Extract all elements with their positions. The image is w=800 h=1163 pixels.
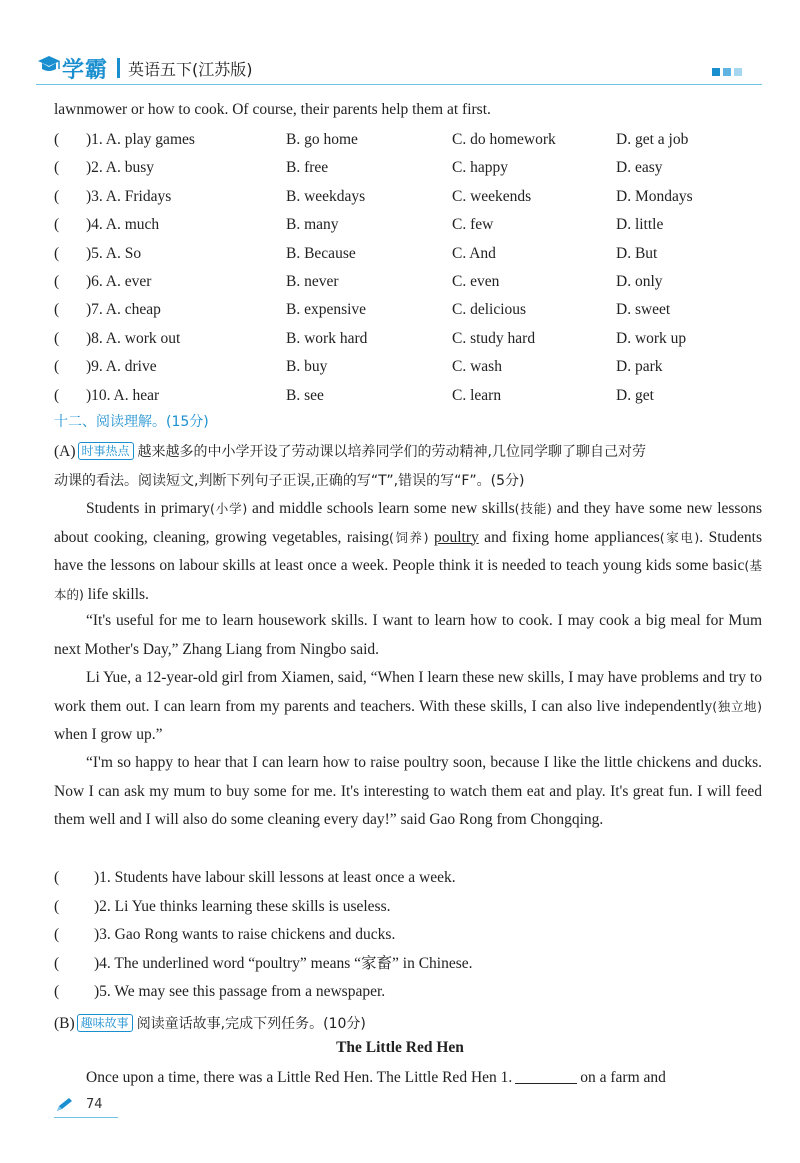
option-a: )5. A. So — [86, 245, 142, 262]
p1-hint-3: (饲养) — [389, 529, 429, 545]
option-c: C. learn — [452, 387, 502, 404]
answer-bracket[interactable]: ( — [54, 926, 60, 943]
p1-hint-4: (家电) — [659, 529, 700, 545]
p1-text-f: . Students have the lessons on labour skills at least once a week. People think it is needed to teach young kids some basic — [54, 528, 762, 574]
option-d: D. work up — [616, 330, 687, 347]
option-a: )2. A. busy — [86, 159, 155, 176]
option-d: D. get a job — [616, 131, 689, 148]
answer-bracket[interactable]: ( — [54, 898, 60, 915]
part-a-instruction-line-2: 动课的看法。阅读短文,判断下列句子正误,正确的写“T”,错误的写“F”。(5分) — [54, 472, 525, 489]
p3-hint: (独立地) — [712, 698, 762, 714]
answer-bracket[interactable]: ( — [54, 159, 60, 176]
cloze-question-row — [54, 243, 762, 265]
tf-statement-row — [54, 953, 473, 975]
answer-bracket[interactable]: ( — [54, 955, 60, 972]
tf-statement-text: )4. The underlined word “poultry” means “家畜” in Chinese. — [94, 955, 473, 972]
option-d: D. little — [616, 216, 664, 233]
answer-bracket[interactable]: ( — [54, 869, 60, 886]
answer-bracket[interactable]: ( — [54, 387, 60, 404]
part-b-label: (B) — [54, 1015, 75, 1032]
part-a-label: (A) — [54, 443, 76, 460]
option-b: B. weekdays — [286, 188, 366, 205]
tf-statement-row — [54, 981, 385, 1003]
option-a: )3. A. Fridays — [86, 188, 172, 205]
answer-bracket[interactable]: ( — [54, 983, 60, 1000]
tf-statement-row — [54, 896, 390, 918]
passage-paragraph-1 — [54, 495, 762, 609]
option-b: B. many — [286, 216, 339, 233]
cloze-question-row — [54, 157, 762, 179]
part-b-instruction — [54, 1010, 762, 1039]
section-title: 十二、阅读理解。(15分) — [54, 414, 209, 430]
header-rule — [36, 84, 762, 85]
tf-statement-row — [54, 867, 456, 889]
option-d: D. park — [616, 358, 663, 375]
p3-text-b: when I grow up.” — [54, 726, 163, 743]
story-text-a: Once upon a time, there was a Little Red Hen. The Little Red Hen 1. — [86, 1069, 513, 1086]
option-b: B. see — [286, 387, 324, 404]
option-a: )9. A. drive — [86, 358, 157, 375]
option-d: D. But — [616, 245, 658, 262]
cloze-question-row — [54, 356, 762, 378]
p1-hint-5: (基本的) — [54, 558, 762, 602]
option-b: B. Because — [286, 245, 356, 262]
cloze-question-row — [54, 385, 762, 407]
tf-statement-text: )1. Students have labour skill lessons at least once a week. — [94, 869, 456, 886]
answer-bracket[interactable]: ( — [54, 301, 60, 318]
tf-statement-text: )5. We may see this passage from a newspaper. — [94, 983, 386, 1000]
option-d: D. get — [616, 387, 654, 404]
option-c: C. do homework — [452, 131, 556, 148]
part-a-instruction — [54, 438, 762, 495]
option-b: B. expensive — [286, 301, 367, 318]
answer-blank-1[interactable] — [515, 1069, 577, 1084]
page-number: 74 — [86, 1097, 103, 1112]
option-a: )1. A. play games — [86, 131, 195, 148]
tf-statement-text: )3. Gao Rong wants to raise chickens and ducks. — [94, 926, 396, 943]
passage-paragraph-4: “I'm so happy to hear that I can learn how to raise poultry soon, because I like the little chickens and ducks. Now I can ask my mum to buy some for me. It's interesting to watch them eat and play. It's great fun. I will feed them well and I will also do some cleaning every day!” said Gao Rong from Chongqing. — [54, 754, 762, 828]
option-c: C. delicious — [452, 301, 527, 318]
footer-rule — [54, 1117, 118, 1118]
story-text-b: on a farm and — [580, 1069, 666, 1086]
p1-text-a: Students in primary — [86, 500, 210, 517]
answer-bracket[interactable]: ( — [54, 358, 60, 375]
cloze-question-row — [54, 186, 762, 208]
option-d: D. Mondays — [616, 188, 693, 205]
cloze-intro-line: lawnmower or how to cook. Of course, their parents help them at first. — [54, 101, 491, 118]
graduation-cap-icon — [36, 52, 62, 78]
p1-text-e: and fixing home appliances — [478, 528, 660, 546]
answer-bracket[interactable]: ( — [54, 330, 60, 347]
p1-hint-2: (技能) — [514, 501, 552, 516]
p3-text-a: Li Yue, a 12-year-old girl from Xiamen, said, “When I learn these new skills, I may have problems and try to work them out. I can learn from my parents and teachers. With these skills, I can also live independently — [54, 669, 762, 715]
story-title: The Little Red Hen — [336, 1039, 464, 1056]
option-a: )10. A. hear — [86, 387, 160, 404]
p1-hint-1: (小学) — [209, 501, 248, 516]
tf-statement-row — [54, 924, 395, 946]
logo-divider — [117, 58, 120, 78]
option-b: B. work hard — [286, 330, 368, 347]
option-b: B. go home — [286, 131, 358, 148]
option-a: )7. A. cheap — [86, 301, 161, 318]
underlined-word-poultry: poultry — [433, 528, 479, 546]
tf-statement-text: )2. Li Yue thinks learning these skills is useless. — [94, 898, 391, 915]
p1-text-b: and middle schools learn some new skills — [247, 500, 515, 517]
answer-bracket[interactable]: ( — [54, 188, 60, 205]
story-paragraph-1 — [54, 1064, 762, 1093]
p1-text-c: and they have some new lessons about cooking, cleaning, growing vegetables, raising — [54, 500, 762, 546]
option-b: B. never — [286, 273, 339, 290]
page-header — [0, 0, 800, 96]
cloze-question-row — [54, 328, 762, 350]
option-c: C. study hard — [452, 330, 536, 347]
option-b: B. buy — [286, 358, 328, 375]
option-a: )4. A. much — [86, 216, 160, 233]
answer-bracket[interactable]: ( — [54, 216, 60, 233]
part-b-instruction-text: 阅读童话故事,完成下列任务。(10分) — [136, 1016, 366, 1032]
part-a-tag: 时事热点 — [78, 442, 134, 460]
cloze-question-row — [54, 271, 762, 293]
pencil-icon — [54, 1096, 76, 1114]
option-c: C. And — [452, 245, 496, 262]
book-title: 英语五下(江苏版) — [128, 60, 253, 79]
part-a-instruction-line-1: 越来越多的中小学开设了劳动课以培养同学们的劳动精神,几位同学聊了聊自己对劳 — [137, 444, 646, 460]
p1-text-g: life skills. — [83, 585, 149, 603]
answer-bracket[interactable]: ( — [54, 131, 60, 148]
option-c: C. few — [452, 216, 494, 233]
cloze-question-row — [54, 129, 762, 151]
answer-bracket[interactable]: ( — [54, 273, 60, 290]
header-decoration — [712, 68, 742, 76]
cloze-question-row — [54, 299, 762, 321]
option-d: D. sweet — [616, 301, 671, 318]
option-c: C. even — [452, 273, 500, 290]
option-c: C. happy — [452, 159, 508, 176]
option-c: C. weekends — [452, 188, 532, 205]
part-b-tag: 趣味故事 — [77, 1014, 133, 1032]
passage-paragraph-3 — [54, 664, 762, 750]
cloze-question-row — [54, 214, 762, 236]
option-d: D. easy — [616, 159, 663, 176]
option-d: D. only — [616, 273, 663, 290]
option-b: B. free — [286, 159, 329, 176]
option-a: )6. A. ever — [86, 273, 152, 290]
option-c: C. wash — [452, 358, 502, 375]
answer-bracket[interactable]: ( — [54, 245, 60, 262]
brand-logo-text: 学霸 — [62, 58, 109, 83]
passage-paragraph-2: “It's useful for me to learn housework skills. I want to learn how to cook. I may cook a big meal for Mum next Mother's Day,” Zhang Liang from Ningbo said. — [54, 612, 762, 658]
option-a: )8. A. work out — [86, 330, 181, 347]
